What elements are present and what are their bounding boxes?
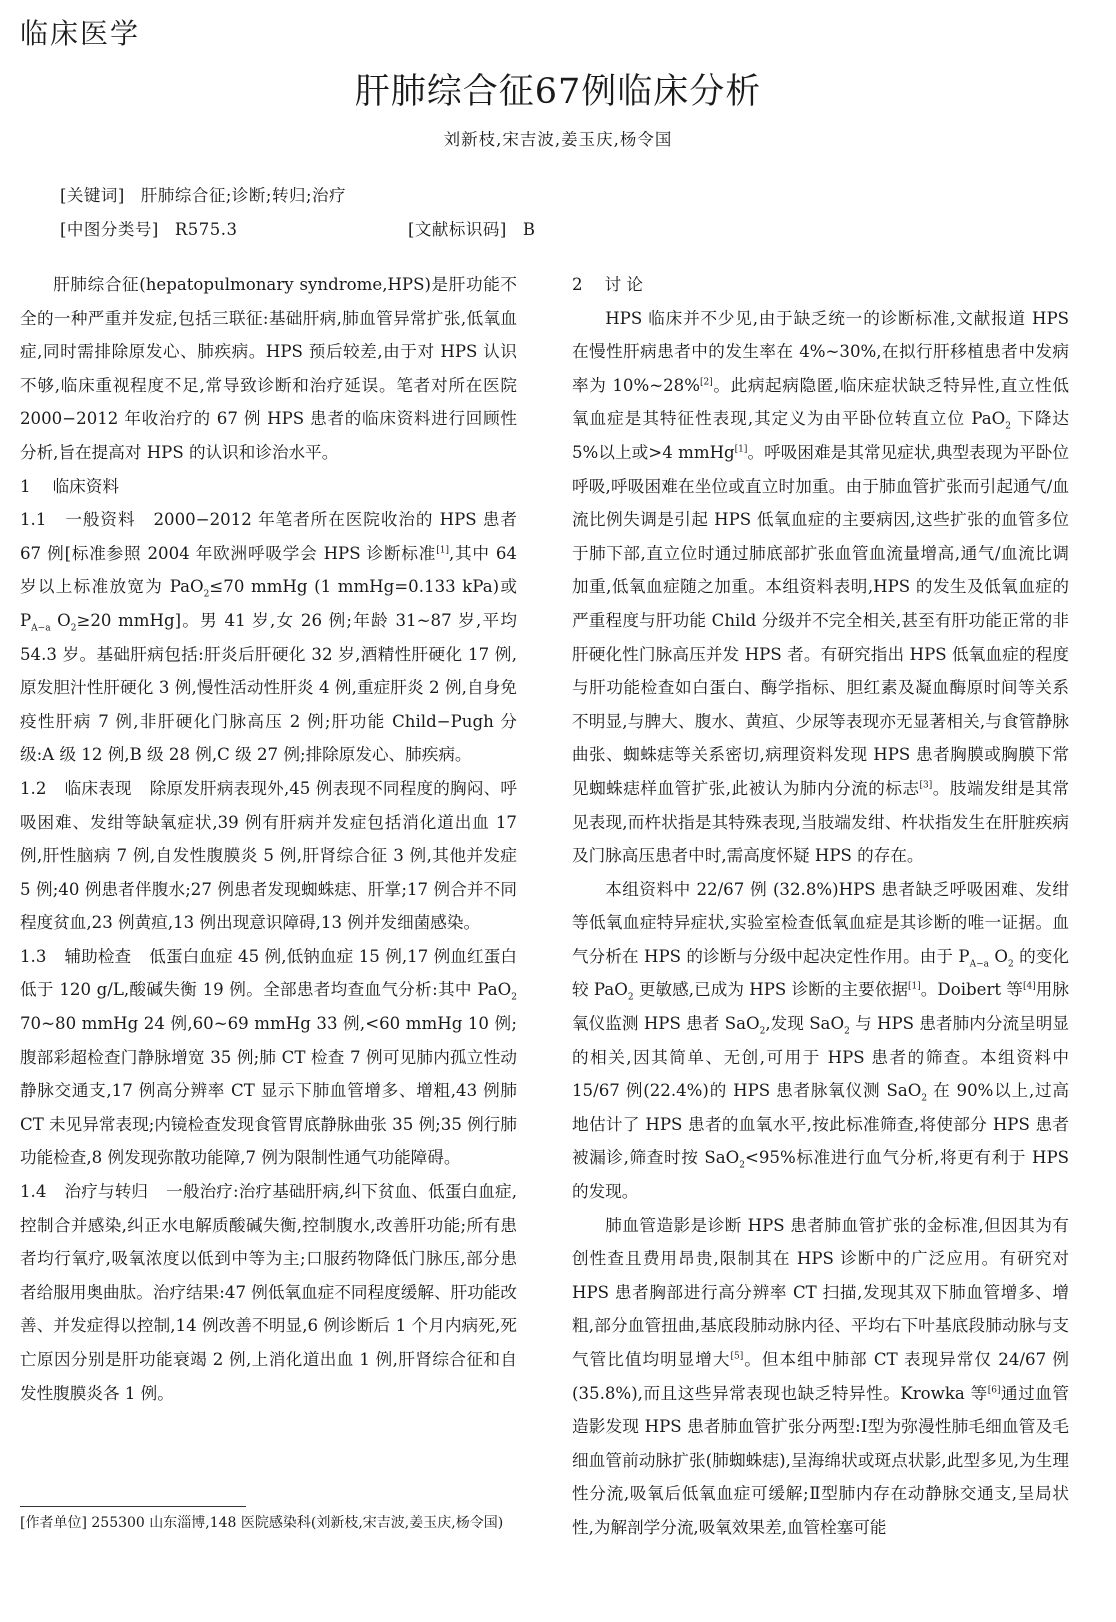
citation-ref: [5] — [730, 1351, 744, 1362]
citation-ref: [1] — [908, 981, 921, 992]
subsection-number: 1.2 — [20, 778, 47, 798]
citation-ref: [4] — [1023, 981, 1036, 992]
section-heading-1: 1 临床资料 — [20, 476, 119, 496]
author-affiliation-footnote: [作者单位] 255300 山东淄博,148 医院感染科(刘新枝,宋吉波,姜玉庆,杨令国) — [20, 1515, 504, 1531]
citation-ref: [1] — [734, 444, 748, 455]
right-column — [572, 268, 1069, 1545]
section-heading-2: 2 讨 论 — [572, 275, 644, 294]
subsection-title: 临床表现 — [64, 778, 132, 798]
subsection-title: 辅助检查 — [64, 946, 132, 966]
discussion-paragraph-1: HPS 临床并不少见,由于缺乏统一的诊断标准,文献报道 HPS 在慢性肝病患者中的发生率在 4%~30%,在拟行肝移植患者中发病率为 10%~28%[2]。此病起病隐匿,临床症状缺乏特异性,直立性低氧血症是其特征性表现,其定义为由平卧位转直立位 PaO$_2$ 下降达 5%以上或>4 mmHg[1]。呼吸困难是其常见症状,典型表现为平卧位呼吸,呼吸困难在坐位或直立时加重。由于肺血管扩张而引起通气/血流比例失调是引起 HPS 低氧血症的主要病因,这些扩张的血管多位于肺下部,直立位时通过肺底部扩张血管血流量增高,通气/血流比调加重,低氧血症随之加重。本组资料表明,HPS 的发生及低氧血症的严重程度与肝功能 Child 分级并不完全相关,甚至有肝功能正常的非肝硬化性门脉高压并发 HPS 者。有研究指出 HPS 低氧血症的程度与肝功能检查如白蛋白、酶学指标、胆红素及凝血酶原时间等关系不明显,与脾大、腹水、黄疸、少尿等表现亦无显著相关,与食管静脉曲张、蜘蛛痣等关系密切,病理资料发现 HPS 患者胸膜或胸膜下常见蜘蛛痣样血管扩张,此被认为肺内分流的标志[3]。肢端发绀是其常见表现,而杵状指是其特殊表现,当肢端发绀、杵状指发生在肝脏疾病及门脉高压患者中时,需高度怀疑 HPS 的存在。 — [572, 308, 1070, 866]
subsection-number: 1.1 — [20, 510, 47, 530]
subsection-1-4: 1.4 治疗与转归 一般治疗:治疗基础肝病,纠下贫血、低蛋白血症,控制合并感染,纠正水电解质酸碱失衡,控制腹水,改善肝功能;所有患者均行氧疗,吸氧浓度以低到中等为主;口服药物降低门脉压,部分患者给服用奥曲肽。治疗结果:47 例低氧血症不同程度缓解、肝功能改善、并发症得以控制,14 例改善不明显,6 例诊断后 1 个月内病死,死亡原因分别是肝功能衰竭 2 例,上消化道出血 1 例,肝肾综合征和自发性腹膜炎各 1 例。 — [20, 1182, 518, 1403]
discussion-paragraph-2: 本组资料中 22/67 例 (32.8%)HPS 患者缺乏呼吸困难、发绀等低氧血症特异症状,实验室检查低氧血症是其诊断的唯一证据。血气分析在 HPS 的诊断与分级中起决定性作用。由于 $P_{A-a}$ $O_2$ 的变化较 PaO$_2$ 更敏感,已成为 HPS 诊断的主要依据[1]。Doibert 等[4]用脉氧仪监测 HPS 患者 SaO$_2$,发现 SaO$_2$ 与 HPS 患者肺内分流呈明显的相关,因其简单、无创,可用于 HPS 患者的筛查。本组资料中 15/67 例(22.4%)的 HPS 患者脉氧仪测 SaO$_2$ 在 90%以上,过高地估计了 HPS 患者的血氧水平,按此标准筛查,将使部分 HPS 患者被漏诊,筛查时按 SaO$_2$<95%标准进行血气分析,将更有利于 HPS 的发现。 — [572, 879, 1070, 1202]
document-code-value: B — [522, 220, 536, 239]
subsection-number: 1.4 — [20, 1182, 47, 1202]
subsection-1-1: 1.1 一般资料 2000−2012 年笔者所在医院收治的 HPS 患者 67 例[标准参照 2004 年欧洲呼吸学会 HPS 诊断标准[1],其中 64 岁以上标准放宽为 PaO$_2$≤70 mmHg (1 mmHg=0.133 kPa)或 $P_{A-a}$ $O_2\ge 20$ mmHg]。男 41 岁,女 26 例;年龄 31~87 岁,平均 54.3 岁。基础肝病包括:肝炎后肝硬化 32 岁,酒精性肝硬化 17 例,原发胆汁性肝硬化 3 例,慢性活动性肝炎 4 例,重症肝炎 2 例,自身免疫性肝病 7 例,非肝硬化门脉高压 2 例;肝功能 Child−Pugh 分级:A 级 12 例,B 级 28 例,C 级 27 例;排除原发心、肺疾病。 — [20, 510, 517, 765]
document-code-label: [文献标识码] — [408, 220, 507, 239]
left-column — [20, 268, 517, 1410]
clc-label: [中图分类号] — [60, 220, 159, 239]
subsection-1-3: 1.3 辅助检查 低蛋白血症 45 例,低钠血症 15 例,17 例血红蛋白低于 120 g/L,酸碱失衡 19 例。全部患者均查血气分析:其中 PaO$_2$ 70~80 mmHg 24 例,60~69 mmHg 33 例,<60 mmHg 10 例;腹部彩超检查门静脉增宽 35 例;肺 CT 检查 7 例可见肺内孤立性动静脉交通支,17 例高分辨率 CT 显示下肺血管增多、增粗,43 例肺 CT 未见异常表现;内镜检查发现食管胃底静脉曲张 35 例;35 例行肺功能检查,8 例发现弥散功能障,7 例为限制性通气功能障碍。 — [20, 946, 517, 1168]
keywords-line — [60, 182, 346, 206]
document-code-line — [408, 216, 536, 240]
intro-paragraph: 肝肺综合征(hepatopulmonary syndrome,HPS)是肝功能不全的一种严重并发症,包括三联征:基础肝病,肺血管异常扩张,低氧血症,同时需排除原发心、肺疾病。HPS 预后较差,由于对 HPS 认识不够,临床重视程度不足,常导致诊断和治疗延误。笔者对所在医院 2000−2012 年收治疗的 67 例 HPS 患者的临床资料进行回顾性分析,旨在提高对 HPS 的认识和诊治水平。 — [20, 275, 517, 462]
citation-ref: [3] — [919, 780, 933, 791]
clc-value: R575.3 — [174, 220, 238, 239]
subsection-title: 治疗与转归 — [64, 1182, 149, 1202]
keywords-value: 肝肺综合征;诊断;转归;治疗 — [140, 186, 347, 205]
clc-line — [60, 216, 238, 240]
citation-ref: [2] — [700, 377, 713, 388]
keywords-label: [关键词] — [60, 186, 125, 205]
footnote-divider — [20, 1506, 246, 1507]
subsection-number: 1.3 — [20, 946, 47, 966]
journal-section-label: 临床医学 — [20, 17, 141, 50]
citation-ref: [1] — [436, 545, 449, 556]
subsection-1-2: 1.2 临床表现 除原发肝病表现外,45 例表现不同程度的胸闷、呼吸困难、发绀等缺氧症状,39 例有肝病并发症包括消化道出血 17 例,肝性脑病 7 例,自发性腹膜炎 5 例,肝肾综合征 3 例,其他并发症 5 例;40 例患者伴腹水;27 例患者发现蜘蛛痣、肝掌;17 例合并不同程度贫血,23 例黄疸,13 例出现意识障碍,13 例并发细菌感染。 — [20, 778, 517, 933]
citation-ref: [6] — [987, 1385, 1001, 1396]
article-title: 肝肺综合征67例临床分析 — [354, 72, 762, 112]
article-authors: 刘新枝,宋吉波,姜玉庆,杨令国 — [443, 130, 673, 149]
subsection-title: 一般资料 — [64, 510, 136, 530]
discussion-paragraph-3: 肺血管造影是诊断 HPS 患者肺血管扩张的金标准,但因其为有创性查且费用昂贵,限制其在 HPS 诊断中的广泛应用。有研究对 HPS 患者胸部进行高分辨率 CT 扫描,发现其双下肺血管增多、增粗,部分血管扭曲,基底段肺动脉内径、平均右下叶基底段肺动脉与支气管比值均明显增大[5]。但本组中肺部 CT 表现异常仅 24/67 例(35.8%),而且这些异常表现也缺乏特异性。Krowka 等[6]通过血管造影发现 HPS 患者肺血管扩张分两型:Ⅰ型为弥漫性肺毛细血管及毛细血管前动脉扩张(肺蜘蛛痣),呈海绵状或斑点状影,此型多见,为生理性分流,吸氧后低氧血症可缓解;Ⅱ型肺内存在动静脉交通支,呈局状性,为解剖学分流,吸氧效果差,血管栓塞可能 — [572, 1215, 1070, 1537]
